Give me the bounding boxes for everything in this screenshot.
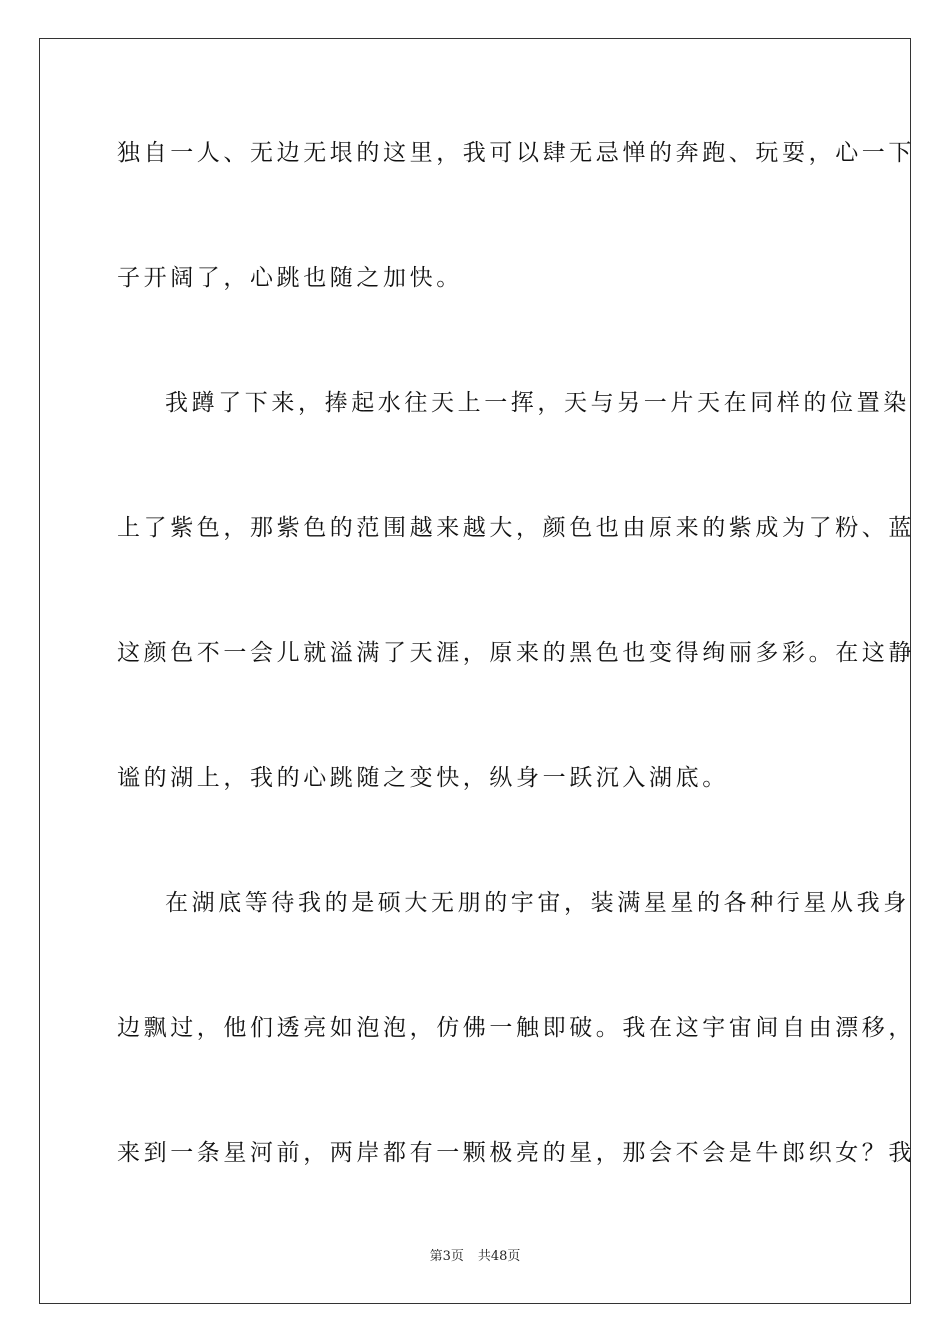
paragraph-start-line: 我蹲了下来，捧起水往天上一挥，天与另一片天在同样的位置染 [165, 390, 910, 416]
paragraph-start-line: 在湖底等待我的是硕大无朋的宇宙，装满星星的各种行星从我身 [165, 890, 910, 916]
body-text-line: 子开阔了，心跳也随之加快。 [117, 265, 463, 291]
body-text-line: 谧的湖上，我的心跳随之变快，纵身一跃沉入湖底。 [117, 765, 729, 791]
body-text-line: 这颜色不一会儿就溢满了天涯，原来的黑色也变得绚丽多彩。在这静 [117, 640, 915, 666]
page-footer [0, 1248, 950, 1266]
total-pages: 共48页 [477, 1249, 521, 1264]
body-text-line: 独自一人、无边无垠的这里，我可以肆无忌惮的奔跑、玩耍，心一下 [117, 140, 915, 166]
body-text-line: 来到一条星河前，两岸都有一颗极亮的星，那会不会是牛郎织女？我 [117, 1140, 915, 1166]
page-border [39, 38, 911, 1304]
body-text-line: 上了紫色，那紫色的范围越来越大，颜色也由原来的紫成为了粉、蓝 [117, 515, 915, 541]
page-number: 第3页 [429, 1249, 464, 1264]
body-text-line: 边飘过，他们透亮如泡泡，仿佛一触即破。我在这宇宙间自由漂移， [117, 1015, 915, 1041]
